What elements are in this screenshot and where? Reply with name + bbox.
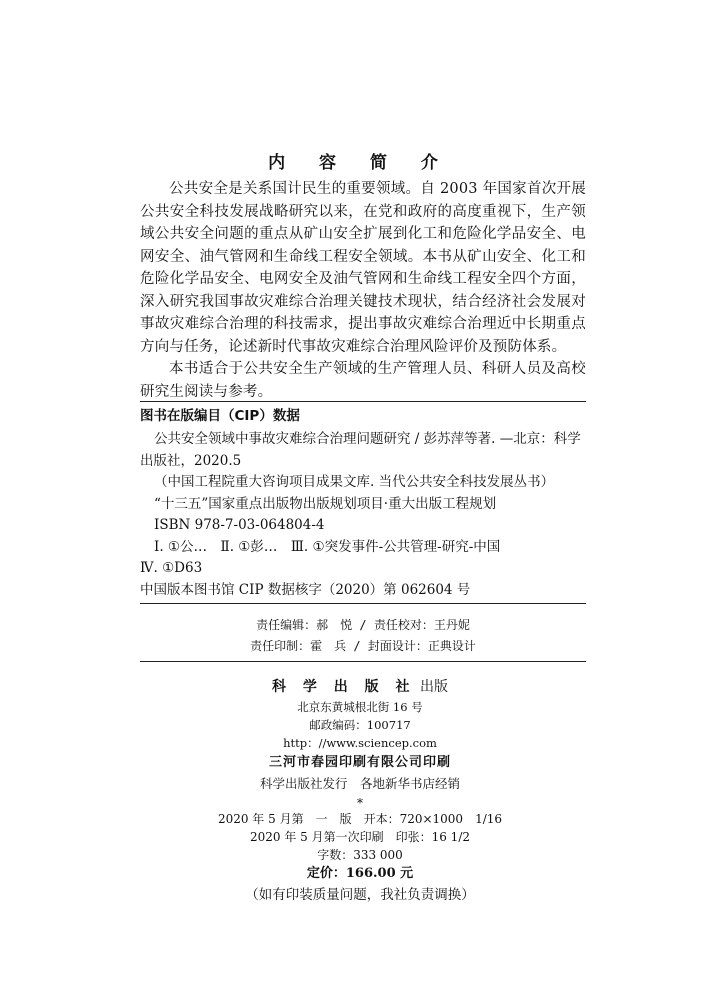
edition-line: 2020 年 5 月第 一 版 开本：720×1000 1/16 [217, 812, 503, 826]
summary-title: 内 容 简 介 [268, 153, 452, 173]
publisher-name [0, 676, 720, 698]
cip-line: “十三五”国家重点出版物出版规划项目·重大出版工程规划 [154, 495, 497, 512]
separator-star: * [357, 796, 363, 810]
cip-heading: 图书在版编目（CIP）数据 [140, 408, 300, 424]
cip-line: 公共安全领域中事故灾难综合治理问题研究 / 彭苏萍等著. —北京：科学 [154, 431, 581, 447]
printer-name: 三河市春园印刷有限公司印刷 [268, 755, 451, 770]
cip-line: Ⅰ. ①公… Ⅱ. ①彭… Ⅲ. ①突发事件-公共管理-研究-中国 [154, 538, 501, 555]
cip-line: 出版社，2020.5 [140, 452, 242, 469]
summary-section [140, 178, 586, 403]
credits-block [140, 615, 586, 662]
cip-line: （中国工程院重大咨询项目成果文库. 当代公共安全科技发展丛书） [154, 474, 555, 490]
credit-line-production: 责任印制：霍 兵 / 封面设计：正典设计 [250, 639, 476, 653]
publisher-brand: 科 学 出 版 社 [272, 679, 416, 695]
price: 定价：166.00 元 [306, 866, 414, 881]
quality-notice: （如有印装质量问题，我社负责调换） [245, 887, 475, 903]
cip-line: Ⅳ. ①D63 [140, 560, 203, 576]
cip-record-number: 中国版本图书馆 CIP 数据核字（2020）第 062604 号 [140, 581, 471, 598]
word-count: 字数：333 000 [317, 848, 403, 862]
publisher-block [0, 676, 720, 906]
printing-line: 2020 年 5 月第一次印刷 印张：16 1/2 [249, 830, 470, 844]
publisher-postcode: 邮政编码：100717 [309, 718, 411, 732]
credit-line-editors: 责任编辑：郝 悦 / 责任校对：王丹妮 [256, 618, 470, 632]
summary-paragraph: 本书适合于公共安全生产领域的生产管理人员、科研人员及高校研究生阅读与参考。 [140, 361, 586, 400]
summary-paragraph: 公共安全是关系国计民生的重要领域。自 2003 年国家首次开展公共安全科技发展战略研究以来，在党和政府的高度重视下，生产领域公共安全问题的重点从矿山安全扩展到化工和危险化学品安全、电网安全、油气管网和生命线工程安全领域。本书从矿山安全、化工和危险化学品安全、电网安全及油气管网和生命线工程安全四个方面，深入研究我国事故灾难综合治理关键技术现状，结合经济社会发展对事故灾难综合治理的科技需求，提出事故灾难综合治理近中长期重点方向与任务，论述新时代事故灾难综合治理风险评价及预防体系。 [140, 181, 586, 355]
publisher-address: 北京东黄城根北街 16 号 [297, 700, 423, 714]
cip-block [140, 401, 586, 604]
publisher-url: http：//www.sciencep.com [283, 736, 437, 750]
publisher-suffix: 出版 [415, 679, 448, 695]
cip-line: ISBN 978-7-03-064804-4 [154, 517, 325, 533]
distribution-line: 科学出版社发行 各地新华书店经销 [259, 776, 460, 791]
